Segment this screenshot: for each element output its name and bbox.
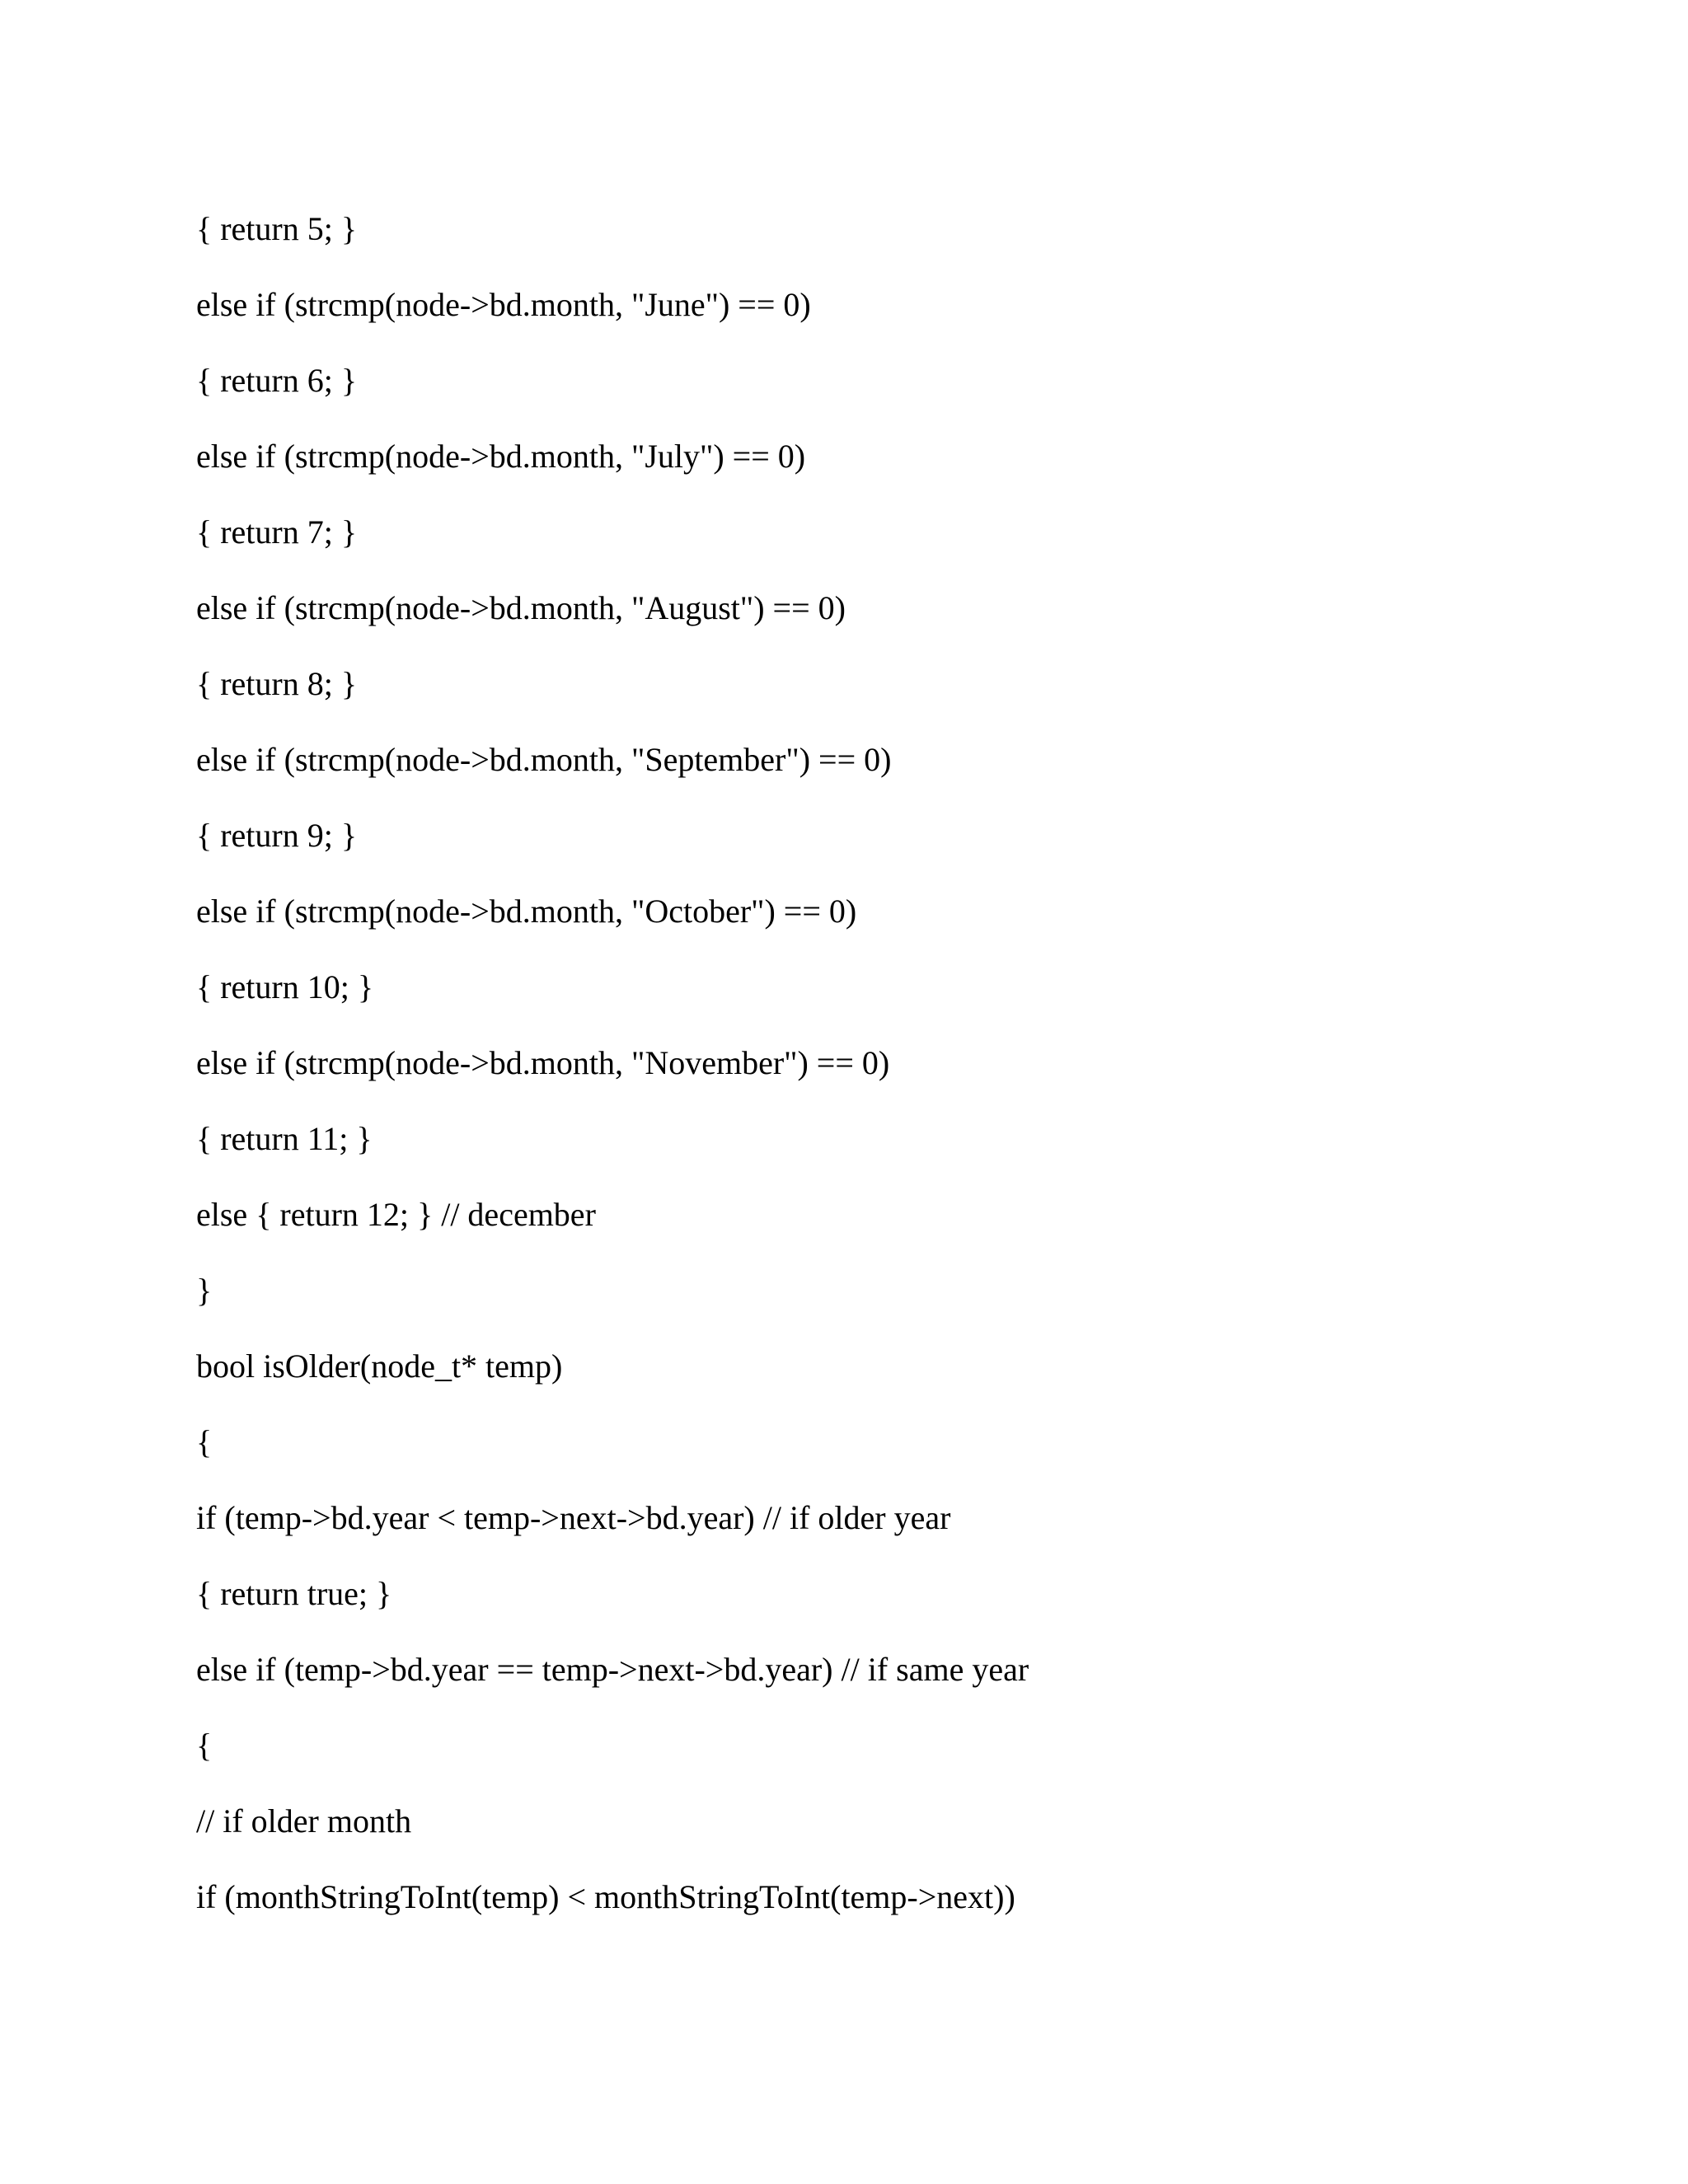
code-line: { [196, 1727, 213, 1764]
code-line: { return 5; } [196, 210, 358, 247]
code-listing [196, 191, 1029, 1935]
code-line: else if (strcmp(node->bd.month, "October") == 0) [196, 893, 857, 930]
code-line: { return true; } [196, 1575, 392, 1612]
code-line: { return 6; } [196, 362, 358, 399]
code-line: { return 11; } [196, 1120, 373, 1157]
code-line: { [196, 1423, 213, 1460]
code-line: { return 9; } [196, 817, 358, 854]
code-line: else if (strcmp(node->bd.month, "September") == 0) [196, 741, 892, 778]
code-line: // if older month [196, 1802, 412, 1840]
code-line: if (monthStringToInt(temp) < monthStringToInt(temp->next)) [196, 1878, 1015, 1915]
code-line: bool isOlder(node_t* temp) [196, 1347, 563, 1385]
code-line: else if (strcmp(node->bd.month, "June") == 0) [196, 286, 811, 323]
code-line: else if (temp->bd.year == temp->next->bd.year) // if same year [196, 1651, 1029, 1688]
code-line: else { return 12; } // december [196, 1196, 596, 1233]
code-line: else if (strcmp(node->bd.month, "November") == 0) [196, 1044, 890, 1081]
code-line: else if (strcmp(node->bd.month, "August") == 0) [196, 589, 846, 626]
code-line: { return 7; } [196, 513, 358, 551]
code-line: { return 10; } [196, 968, 374, 1005]
code-line: if (temp->bd.year < temp->next->bd.year) // if older year [196, 1499, 951, 1536]
code-line: else if (strcmp(node->bd.month, "July") == 0) [196, 438, 806, 475]
code-line: { return 8; } [196, 665, 358, 702]
code-line: } [196, 1272, 213, 1309]
